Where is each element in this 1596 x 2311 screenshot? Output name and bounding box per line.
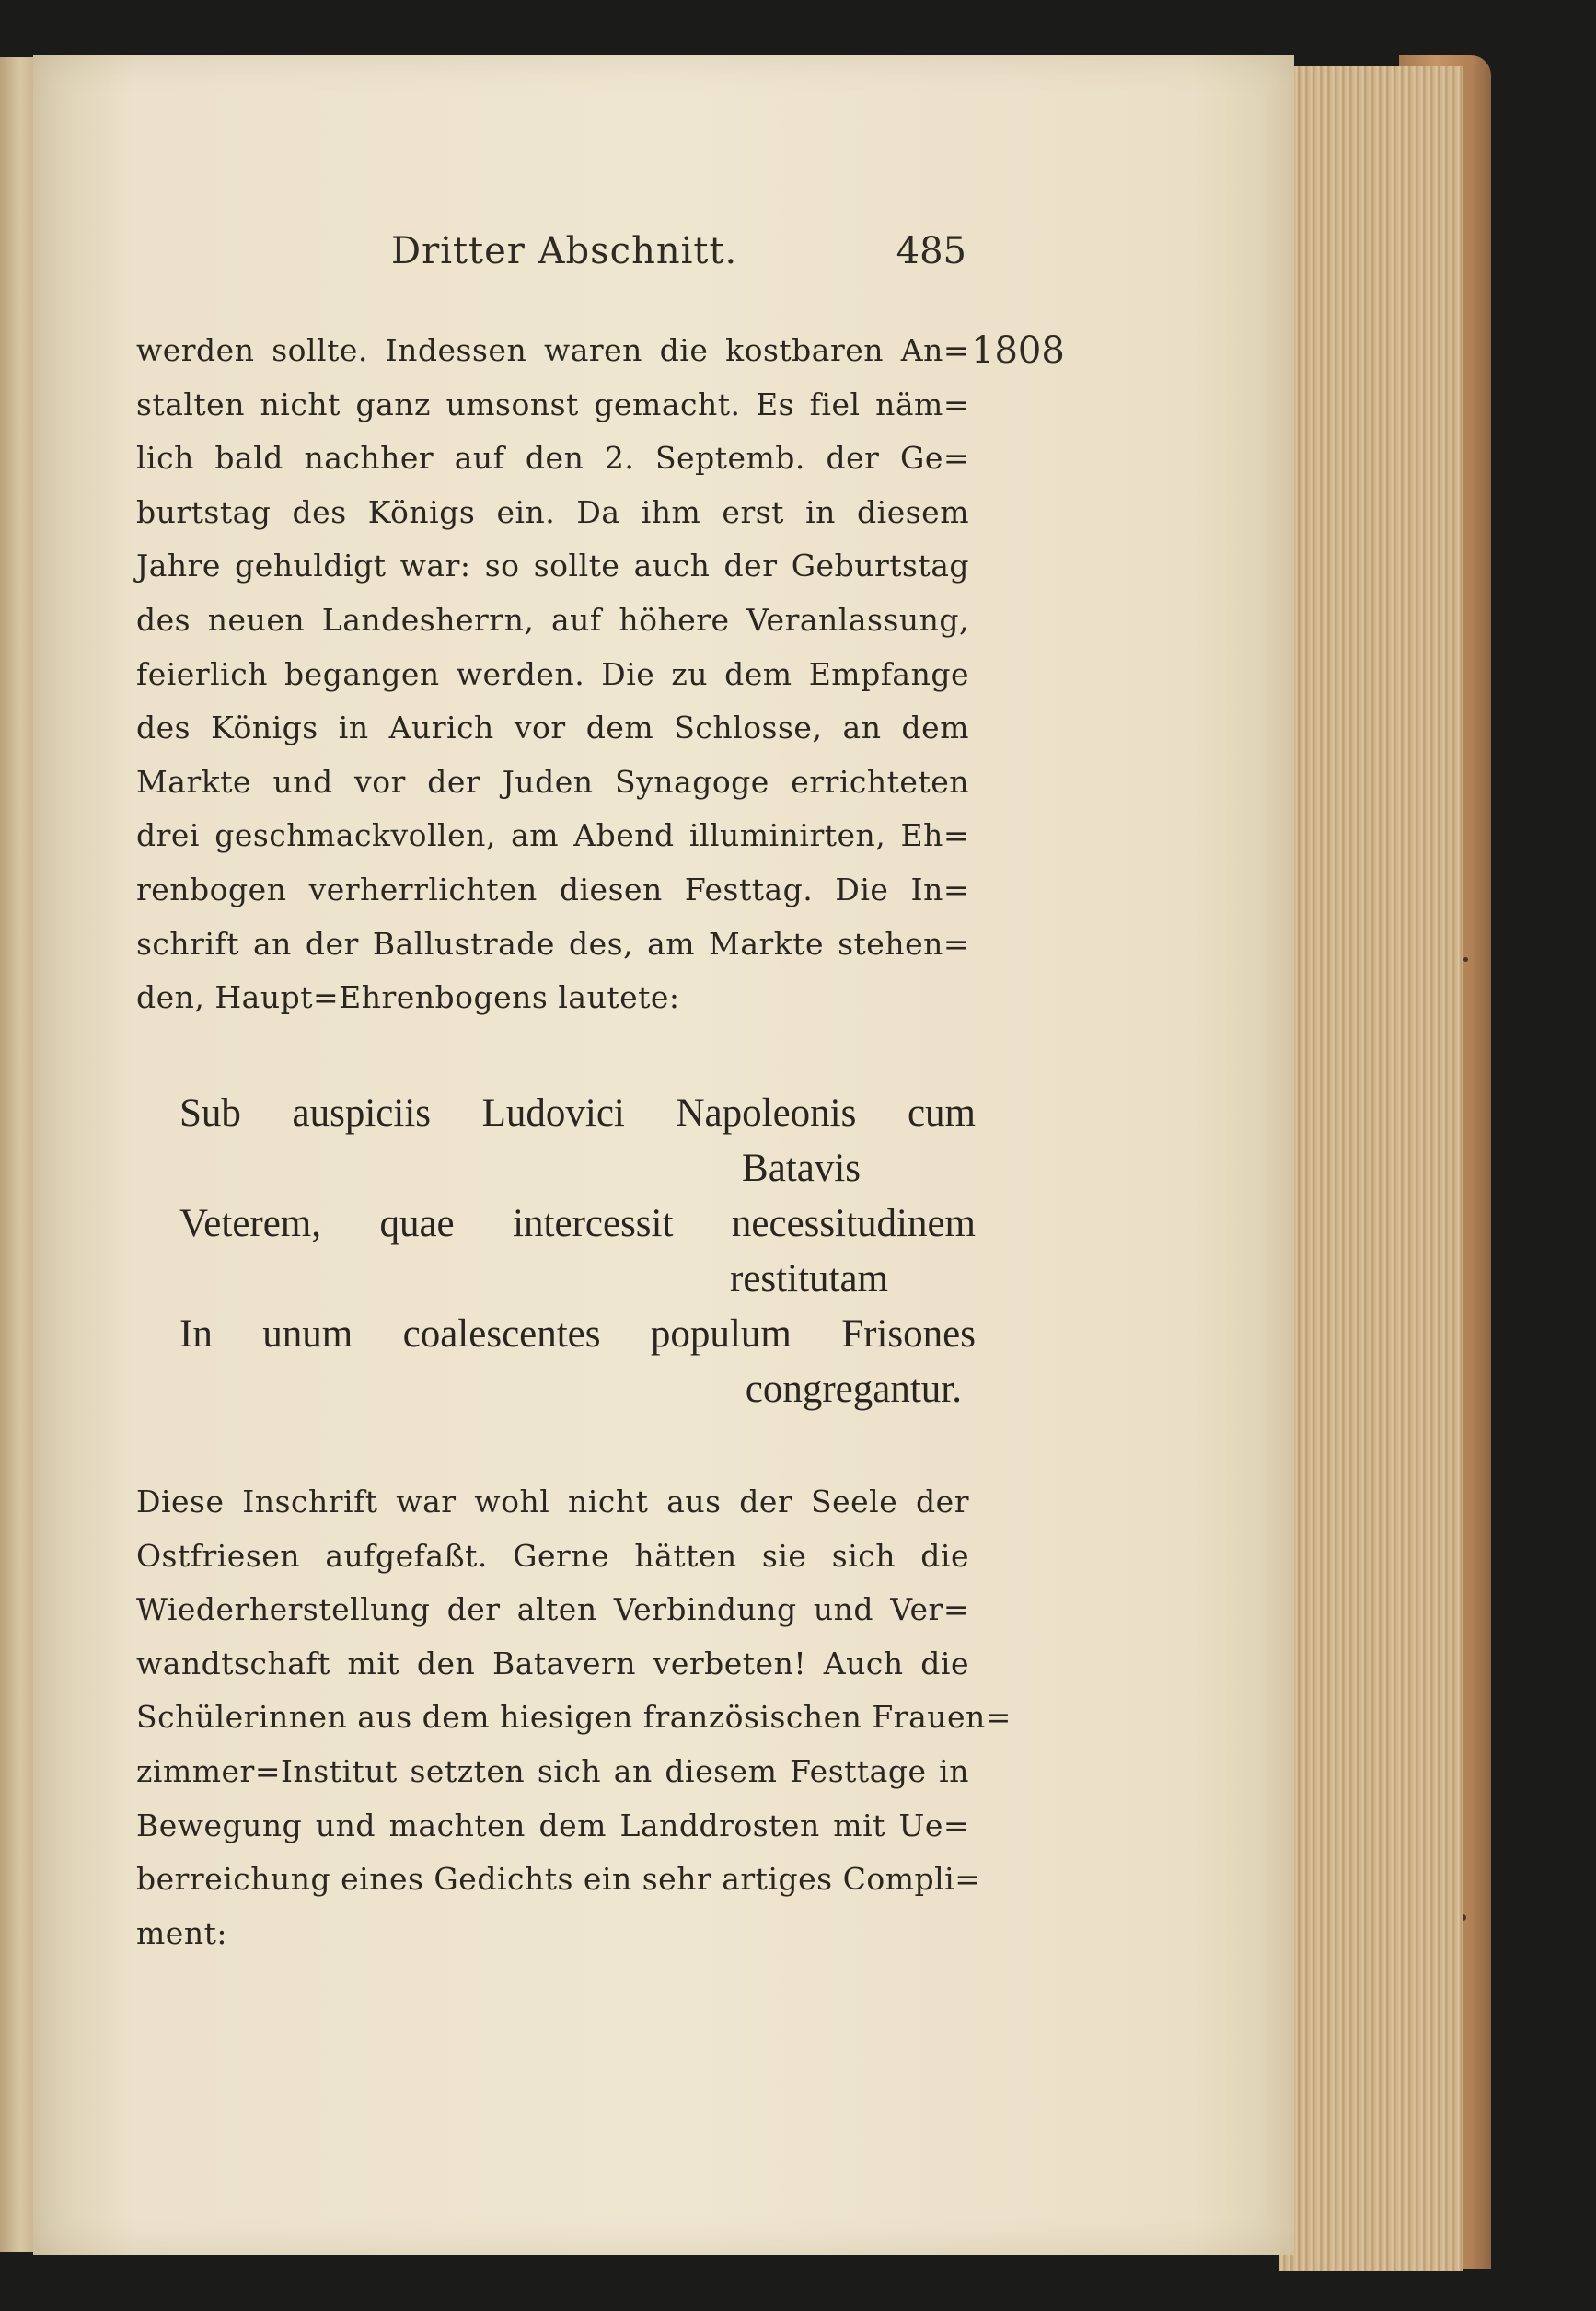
latin-inscription (179, 1086, 976, 1417)
facing-page-edge (0, 57, 37, 2252)
text-line: Markte und vor der Juden Synagoge errichteten (136, 763, 969, 800)
text-line: den, Haupt=Ehrenbogens lautete: (136, 979, 680, 1016)
inscription-continuation: Batavis (742, 1147, 861, 1190)
text-line: wandtschaft mit den Batavern verbeten! Auch die (136, 1645, 969, 1681)
paragraph-2 (136, 1475, 1012, 1960)
text-line: ment: (136, 1914, 227, 1951)
page-number: 485 (896, 230, 966, 272)
text-line: werden sollte. Indessen waren die kostbaren An= (136, 332, 969, 368)
running-title: Dritter Abschnitt. (391, 230, 738, 272)
inscription-continuation: congregantur. (745, 1368, 962, 1411)
text-line: burtstag des Königs ein. Da ihm erst in diesem (136, 493, 969, 530)
text-line: renbogen verherrlichten diesen Festtag. Die In= (136, 871, 969, 907)
margin-year-note: 1808 (971, 329, 1065, 372)
inscription-line: In unum coalescentes populum Frisones (179, 1312, 976, 1356)
page-block-edges (1279, 66, 1463, 2271)
text-line: des neuen Landesherrn, auf höhere Veranlassung, (136, 601, 969, 638)
text-line: des Königs in Aurich vor dem Schlosse, an dem (136, 710, 969, 746)
text-line: Diese Inschrift war wohl nicht aus der Seele der (136, 1484, 969, 1519)
text-line: Wiederherstellung der alten Verbindung und Ver= (136, 1591, 969, 1628)
text-line: Bewegung und machten dem Landdrosten mit Ue= (136, 1807, 969, 1843)
text-line: schrift an der Ballustrade des, am Markte stehen= (136, 925, 969, 962)
text-line: Ostfriesen aufgefaßt. Gerne hätten sie sich die (136, 1537, 969, 1574)
text-line: zimmer=Institut setzten sich an diesem Festtage in (136, 1752, 969, 1789)
text-line: lich bald nachher auf den 2. Septemb. der Ge= (136, 440, 969, 477)
text-line: drei geschmackvollen, am Abend illuminirten, Eh= (136, 817, 969, 854)
page-header (138, 230, 966, 285)
text-line: feierlich begangen werden. Die zu dem Empfange (136, 655, 969, 692)
inscription-continuation: restitutam (730, 1257, 888, 1300)
text-line: Jahre gehuldigt war: so sollte auch der Geburtstag (136, 548, 969, 584)
text-line: stalten nicht ganz umsonst gemacht. Es fiel näm= (136, 386, 969, 422)
text-line: berreichung eines Gedichts ein sehr artiges Compli= (136, 1861, 981, 1898)
inscription-line: Veterem, quae intercessit necessitudinem (179, 1202, 976, 1245)
inscription-line: Sub auspiciis Ludovici Napoleonis cum (179, 1092, 976, 1135)
paragraph-1 (136, 324, 969, 1025)
text-line: Schülerinnen aus dem hiesigen französischen Frauen= (136, 1699, 1012, 1736)
